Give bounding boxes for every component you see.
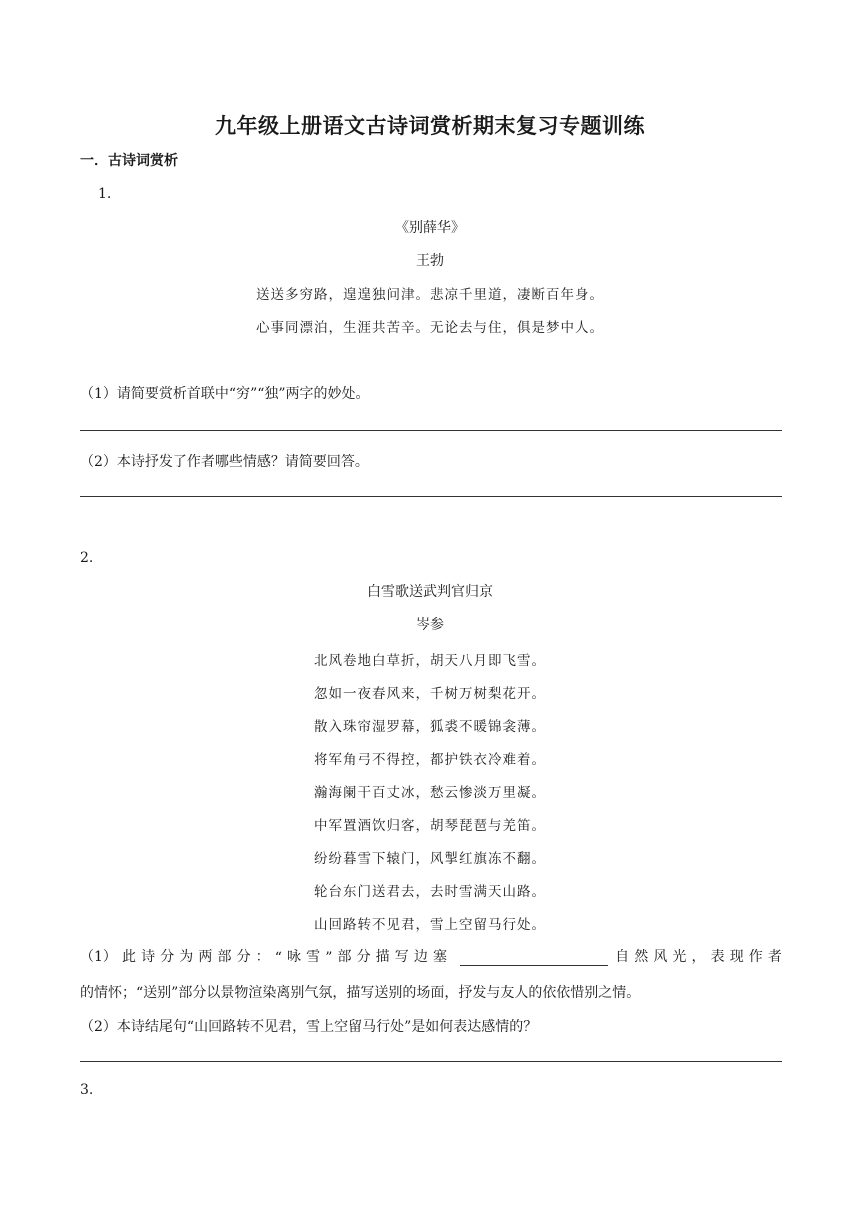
question-1-number: 1. (98, 186, 112, 202)
q2-sub1-char: 分 (236, 949, 251, 965)
q2-sub1-char: 部 (217, 949, 232, 965)
q2-sub1-char: 为 (179, 949, 194, 965)
q2-sub1-char: ， (691, 949, 706, 965)
question-2-number: 2. (80, 550, 94, 566)
q1-poem-author: 王勃 (416, 253, 444, 269)
q2-poem-line: 将军角弓不得控，都护铁衣冷难着。 (314, 752, 546, 768)
q2-sub1-char: 然 (634, 949, 649, 965)
q2-poem-line: 山回路转不见君，雪上空留马行处。 (314, 917, 546, 933)
q2-sub1-char: 写 (394, 949, 409, 965)
q2-sub1-char: 者 (767, 949, 782, 965)
q2-sub1-char: 此 (122, 949, 137, 965)
q2-subquestion-2: （2）本诗结尾句“山回路转不见君，雪上空留马行处”是如何表达感情的？ (80, 1019, 538, 1035)
q2-poem-line: 北风卷地白草折，胡天八月即飞雪。 (314, 653, 546, 669)
q1-subquestion-2: （2）本诗抒发了作者哪些情感？请简要回答。 (80, 454, 369, 470)
q2-poem-author: 岑参 (416, 617, 444, 633)
q2-sub1-char: 分 (356, 949, 371, 965)
q2-sub1-char: 自 (615, 949, 630, 965)
q2-sub1-char: （1） (80, 949, 117, 965)
q2-sub1-char: 雪 (306, 949, 321, 965)
q2-sub1-char: 现 (729, 949, 744, 965)
q2-sub1-char: 两 (198, 949, 213, 965)
q2-sub1-char: 光 (672, 949, 687, 965)
q2-poem-line: 中军置酒饮归客，胡琴琵琶与羌笛。 (314, 818, 546, 834)
q2-poem-line: 忽如一夜春风来，千树万树梨花开。 (314, 686, 546, 702)
q2-poem-line: 瀚海阑干百丈冰，愁云惨淡万里凝。 (314, 785, 546, 801)
q2-sub1-char: 边 (413, 949, 428, 965)
q2-sub1-char: 分 (160, 949, 175, 965)
q2-poem-line: 散入珠帘湿罗幕，狐裘不暖锦衾薄。 (314, 719, 546, 735)
section-heading: 一．古诗词赏析 (80, 153, 178, 169)
q2-subquestion-1 (80, 946, 782, 966)
q2-sub1-char: 诗 (141, 949, 156, 965)
answer-line[interactable] (80, 496, 782, 497)
q1-subquestion-1: （1）请简要赏析首联中“穷”“独”两字的妙处。 (80, 386, 370, 402)
q2-sub1-char: 作 (748, 949, 763, 965)
q2-poem-line: 轮台东门送君去，去时雪满天山路。 (314, 884, 546, 900)
q2-sub1-char: 表 (710, 949, 725, 965)
q1-poem-title: 《别薛华》 (395, 220, 465, 236)
q2-poem-title: 白雪歌送武判官归京 (367, 584, 493, 600)
q2-poem-line: 纷纷暮雪下辕门，风掣红旗冻不翻。 (314, 851, 546, 867)
q2-sub1-char: ” (325, 950, 333, 966)
q2-sub1-char: 塞 (432, 949, 447, 965)
q1-poem-line: 送送多穷路，遑遑独问津。悲凉千里道，凄断百年身。 (256, 287, 604, 303)
q2-sub1-char: 风 (653, 949, 668, 965)
q2-subquestion-1-continued: 的情怀；“送别”部分以景物渲染离别气氛，描写送别的场面，抒发与友人的依依惜别之情。 (80, 985, 641, 1001)
question-3-number: 3. (80, 1082, 94, 1098)
answer-line[interactable] (80, 430, 782, 431)
fill-in-blank[interactable] (460, 951, 608, 966)
q2-sub1-char: “ (274, 950, 282, 966)
q2-sub1-char: 咏 (287, 949, 302, 965)
answer-line[interactable] (80, 1061, 782, 1062)
page-title: 九年级上册语文古诗词赏析期末复习专题训练 (215, 113, 645, 138)
q2-sub1-char: 描 (375, 949, 390, 965)
q2-sub1-char: 部 (337, 949, 352, 965)
q1-poem-line: 心事同漂泊，生涯共苦辛。无论去与住，俱是梦中人。 (256, 320, 604, 336)
q2-sub1-char: ： (255, 949, 270, 965)
